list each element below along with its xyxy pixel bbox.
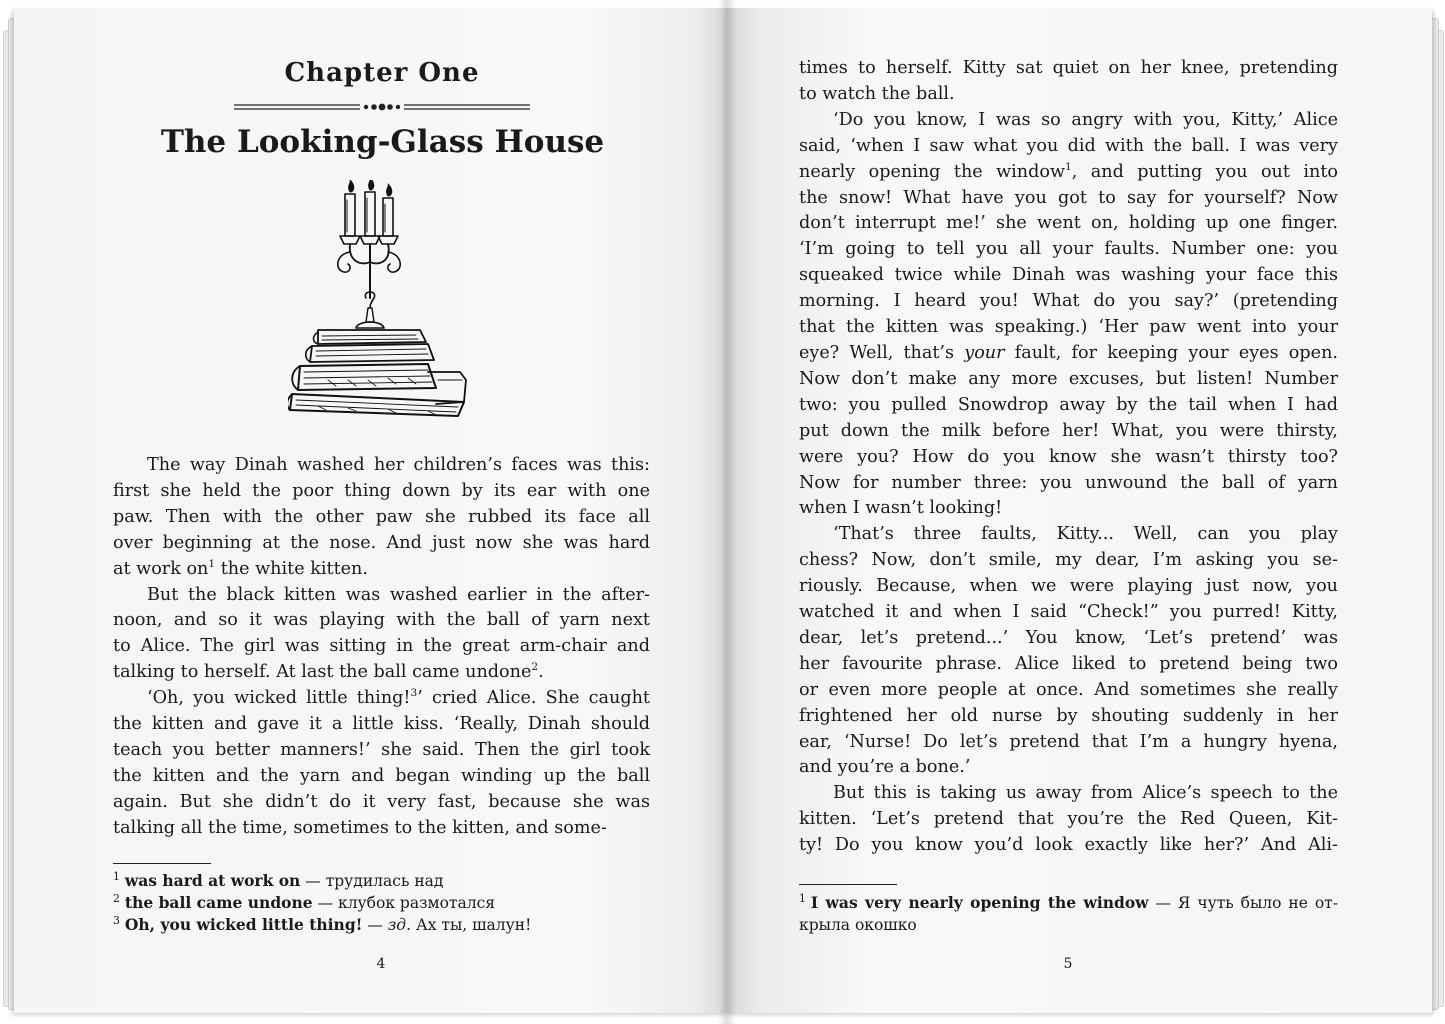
text-line: the snow! What have you got to say for yourself? Now: [799, 187, 1338, 208]
page-number-right: 5: [1063, 956, 1073, 972]
text-line: chess? Now, don’t smile, my dear, I’m asking you se-: [799, 550, 1338, 571]
text-line: at work $on^1$ the white kitten.: [113, 557, 368, 579]
text-line: put down the milk before her! What, you were thirsty,: [799, 420, 1338, 441]
footnote-line: $^2$ the ball came undone — клубок размотался: [113, 891, 496, 912]
text-line: The way Dinah washed her children’s faces was this:: [147, 455, 650, 475]
text-line: kitten. ‘Let’s pretend that you’re the Red Queen, Kit-: [799, 809, 1338, 830]
left-page-body-text: [113, 453, 650, 842]
footnote-line: $^1$ I was very nearly opening the window — Я чуть было не от-: [799, 891, 1338, 912]
text-line: the kitten and the yarn and began winding up the ball: [113, 765, 650, 786]
text-line: ‘Do you know, I was so angry with you, Kitty,’ Alice: [833, 109, 1338, 130]
chapter-title: The Looking-Glass House: [160, 124, 605, 160]
footnote-marker: 2: [531, 661, 539, 674]
text-line: talking to herself. At last the ball came undone$^2$.: [113, 661, 544, 683]
text-line: ‘Oh, you wicked little thing!$^3$’ cried Alice. She caught: [147, 687, 650, 709]
text-line: Now don’t make any more excuses, but listen! Number: [799, 368, 1338, 389]
text-line: But the black kitten was washed earlier in the after-: [147, 584, 650, 605]
footnote-line: $^1$ was hard at work on — трудилась над: [113, 869, 444, 890]
text-line: ‘That’s three faults, Kitty... Well, can you play: [833, 524, 1338, 545]
text-line: her favourite phrase. Alice liked to pretend being two: [799, 653, 1338, 674]
text-line: ty! Do you know you’d look exactly like her?’ And Ali-: [799, 835, 1338, 856]
text-line: frightened her old nurse by shouting suddenly in her: [799, 705, 1338, 726]
candelabra-on-books-illustration: [288, 180, 468, 425]
footnote-marker: 1: [1065, 160, 1072, 173]
text-line: first she held the poor thing down by its ear with one: [113, 480, 650, 501]
footnote-marker: 1: [208, 557, 216, 570]
text-line: over beginning at the nose. And just now she was hard: [113, 532, 650, 553]
text-line: noon, and so it was playing with the ball of yarn next: [113, 610, 650, 631]
text-line: morning. I heard you! What do you say?’ (pretending: [799, 291, 1338, 312]
text-line: ear, ‘Nurse! Do let’s pretend that I’m a hungry hyena,: [799, 731, 1338, 752]
footnote-rule: [113, 863, 211, 864]
text-line: But this is taking us away from Alice’s speech to the: [833, 783, 1338, 804]
text-line: said, ‘when I saw what you did with the ball. I was very: [799, 135, 1338, 156]
text-line: dear, let’s pretend...’ You know, ‘Let’s pretend’ was: [799, 627, 1338, 648]
text-line: to watch the ball.: [799, 83, 955, 104]
text-line: and you’re a bone.’: [799, 757, 971, 778]
text-line: don’t interrupt me!’ she went on, holding up one finger.: [799, 213, 1338, 234]
text-line: to Alice. The girl was sitting in the great arm-chair and: [113, 636, 650, 657]
footnote-line: крыла окошко: [799, 916, 917, 934]
text-line: were you? How do you know she wasn’t thirsty too?: [799, 446, 1338, 467]
right-page-body-text: [799, 56, 1338, 859]
footnote-rule: [799, 884, 897, 885]
text-line: times to herself. Kitty sat quiet on her knee, pretending: [799, 58, 1338, 78]
text-line: again. But she didn’t do it very fast, because she was: [113, 791, 650, 812]
text-line: squeaked twice while Dinah was washing your face this: [799, 265, 1338, 286]
text-line: paw. Then with the other paw she rubbed its face all: [113, 506, 650, 527]
chapter-ornament: [232, 98, 532, 116]
text-line: two: you pulled Snowdrop away by the tail when I had: [799, 394, 1338, 415]
page-number-left: 4: [376, 956, 386, 972]
text-line: the kitten and gave it a little kiss. ‘Really, Dinah should: [113, 714, 650, 735]
footnote-marker: 3: [410, 687, 418, 700]
chapter-label: Chapter One: [284, 58, 480, 88]
text-line: Now for number three: you unwound the ball of yarn: [799, 472, 1338, 493]
text-line: when I wasn’t looking!: [799, 498, 1003, 519]
text-line: watched it and when I said “Check!” you purred! Kitty,: [799, 602, 1338, 623]
left-page-footnotes: [113, 870, 650, 936]
text-line: or even more people at once. And sometimes she really: [799, 679, 1338, 700]
text-line: nearly opening the window$^1$, and putting you out into: [799, 160, 1338, 182]
right-page-footnotes: [799, 892, 1338, 936]
text-line: riously. Because, when we were playing just now, you: [799, 576, 1338, 597]
text-line: talking all the time, sometimes to the kitten, and some-: [113, 817, 607, 838]
footnote-line: $^3$ Oh, you wicked little thing! — зд. Ах ты, шалун!: [113, 913, 532, 934]
text-line: eye? Well, that’s your fault, for keeping your eyes open.: [799, 342, 1338, 363]
book-gutter: [718, 0, 736, 1024]
text-line: that the kitten was speaking.) ‘Her paw went into your: [799, 317, 1338, 338]
text-line: ‘I’m going to tell you all your faults. Number one: you: [799, 239, 1338, 260]
text-line: teach you better manners!’ she said. Then the girl took: [113, 739, 650, 760]
